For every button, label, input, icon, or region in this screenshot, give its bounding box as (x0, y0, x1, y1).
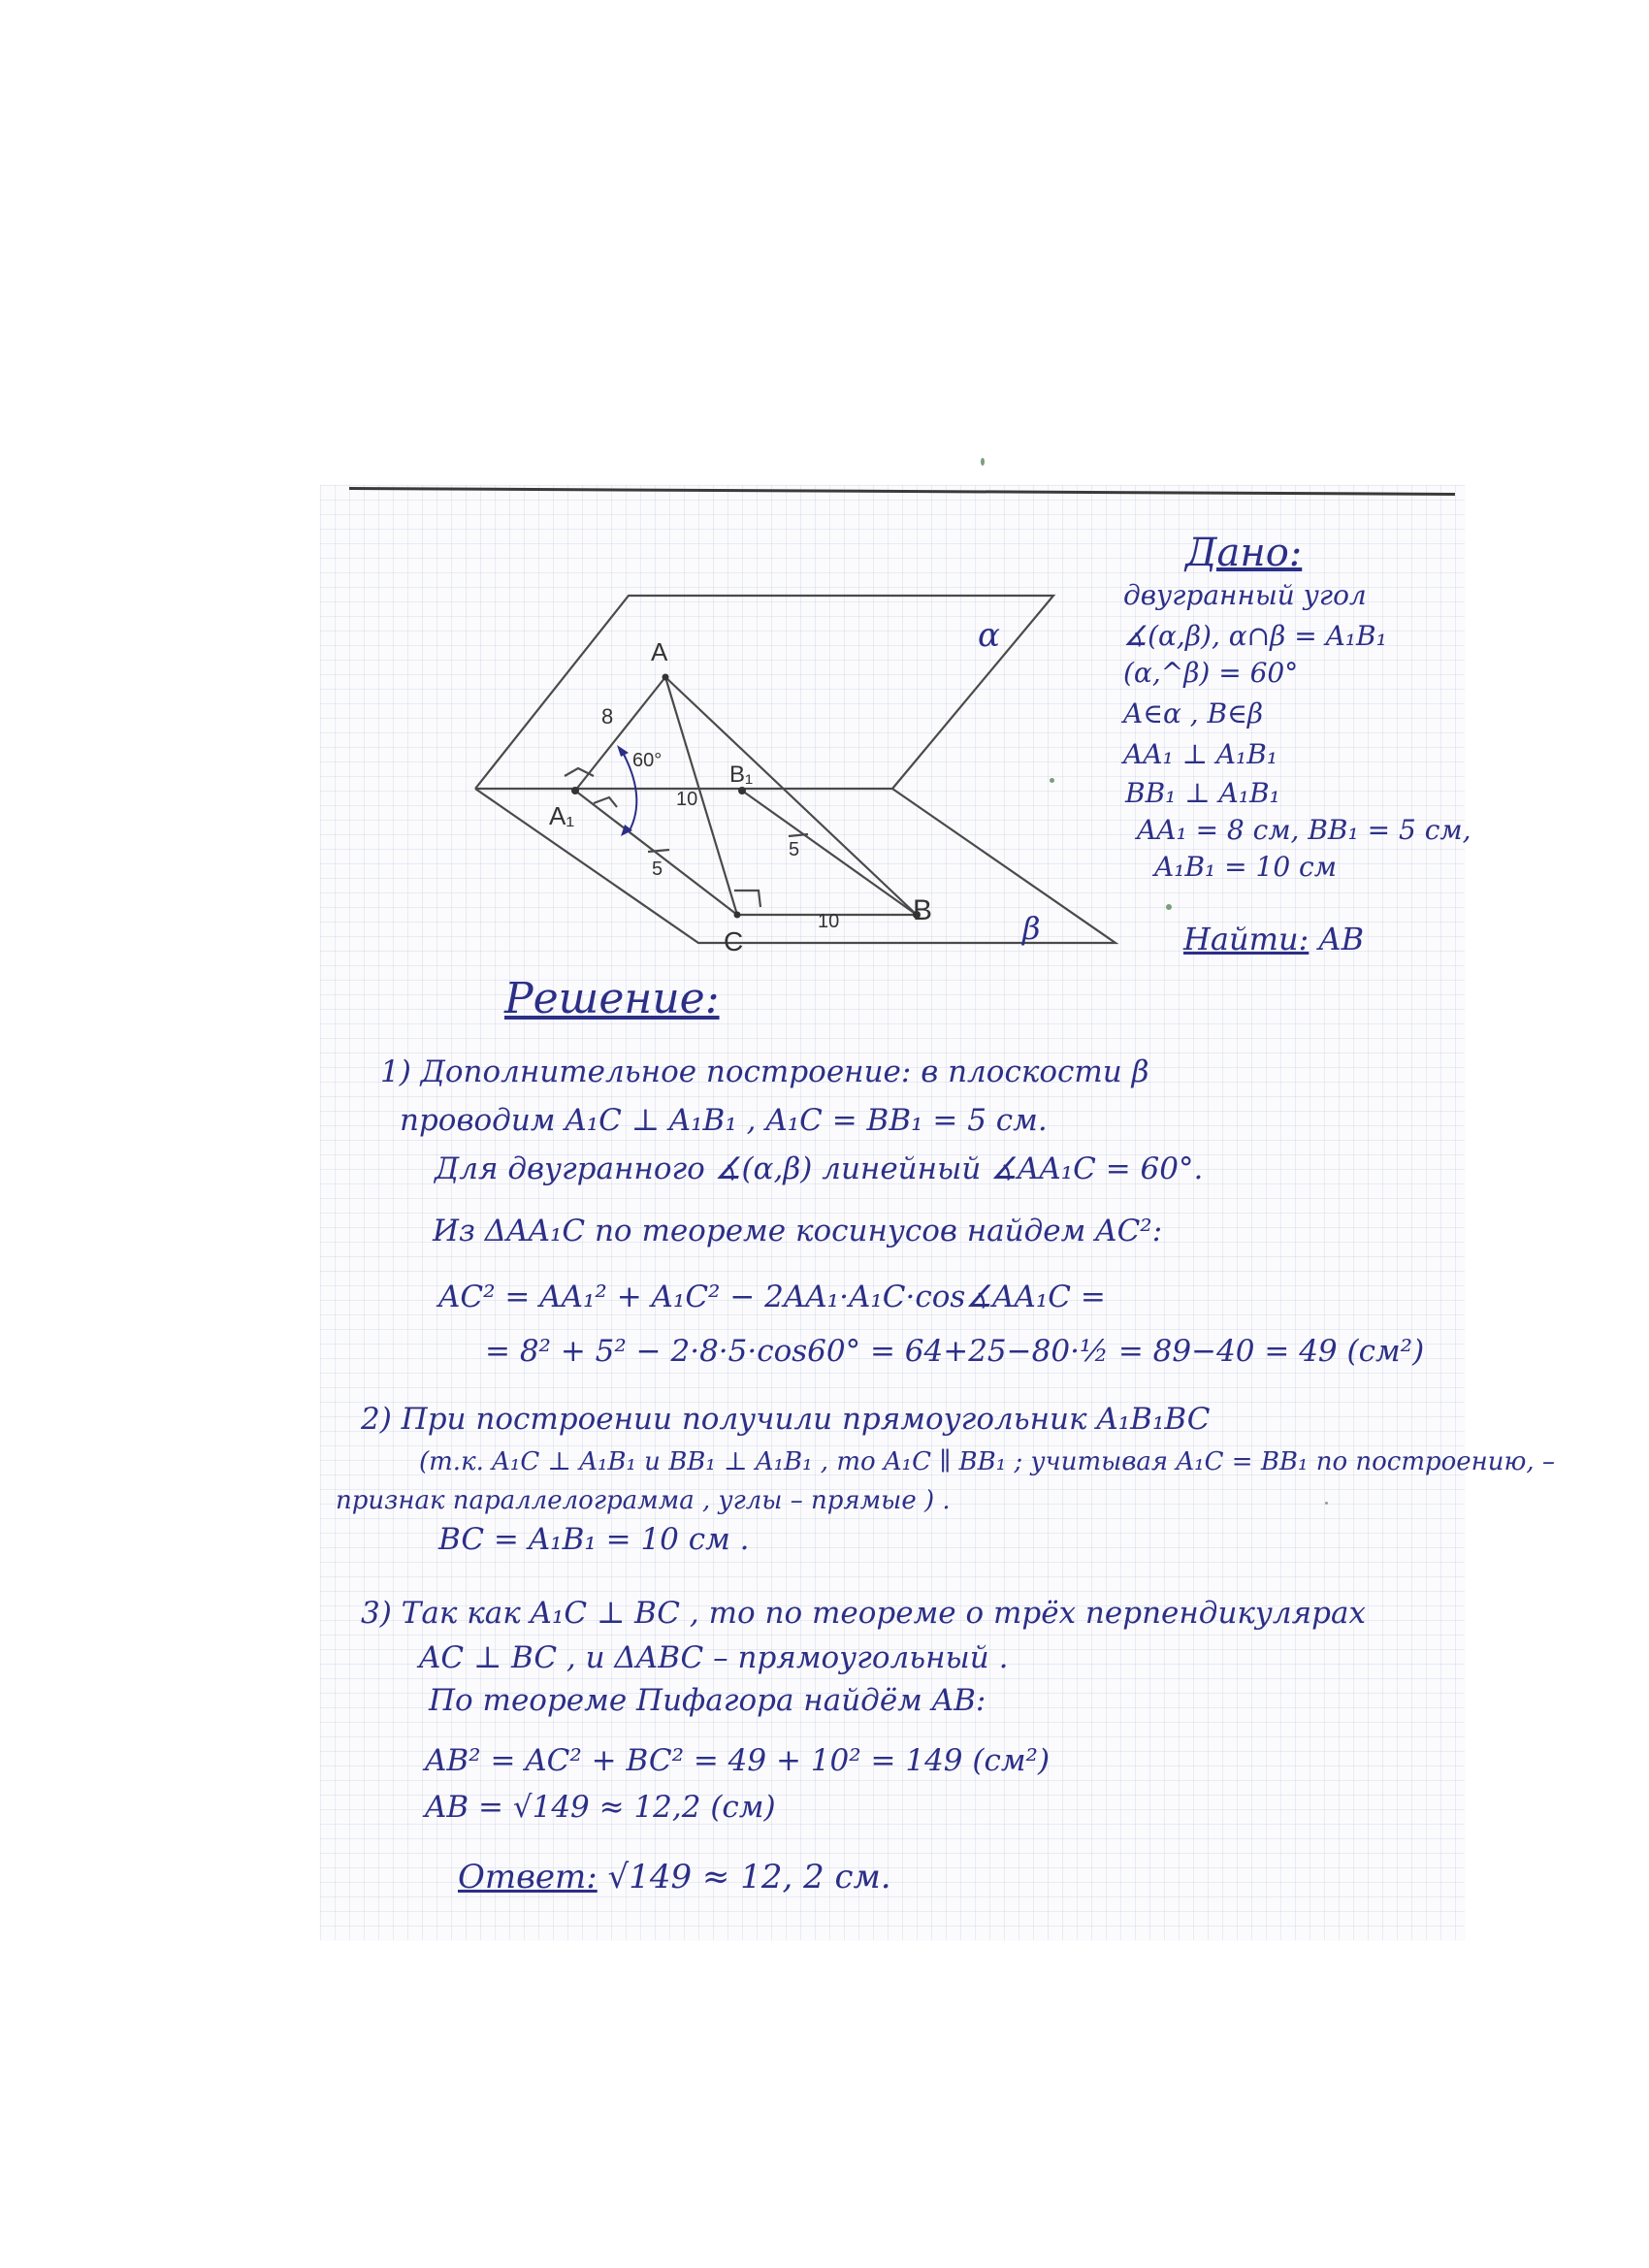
scan-speck (1325, 1502, 1328, 1505)
solution-line: признак параллелограмма , углы – прямые ) . (336, 1486, 951, 1515)
angle-arrow-top (617, 745, 629, 757)
solution-line: 2) При построении получили прямоугольник A₁B₁BC (361, 1402, 1211, 1437)
given-line: AA₁ = 8 см, BB₁ = 5 см, (1137, 814, 1471, 846)
label-length-cb: 10 (818, 911, 840, 932)
point-b1 (738, 787, 746, 794)
label-length-bb1: 5 (789, 839, 800, 860)
answer-value: √149 ≈ 12, 2 см. (607, 1858, 891, 1896)
label-length-a1b1: 10 (676, 789, 698, 810)
label-c: C (724, 926, 744, 956)
scan-speck (1050, 778, 1054, 783)
scan-speck (981, 458, 985, 466)
point-a (663, 674, 669, 681)
segment-ab (665, 677, 917, 915)
given-line: AA₁ ⊥ A₁B₁ (1123, 738, 1278, 770)
right-angle-mark-c (734, 891, 760, 907)
given-line: двугранный угол (1123, 579, 1367, 611)
solution-line: AC ⊥ BC , и ΔABC – прямоугольный . (419, 1640, 1009, 1675)
solution-line: 3) Так как A₁C ⊥ BC , то по теореме о трёх перпендикулярах (361, 1596, 1366, 1631)
solution-heading: Решение: (504, 974, 720, 1023)
point-a1 (571, 787, 579, 794)
find-value: AB (1318, 921, 1365, 957)
label-plane-alpha: α (978, 616, 1000, 655)
given-line: (α,^β) = 60° (1123, 657, 1299, 689)
solution-line: = 8² + 5² − 2·8·5·cos60° = 64+25−80·½ = 89−40 = 49 (см²) (485, 1334, 1425, 1369)
given-line: ∡(α,β), α∩β = A₁B₁ (1123, 620, 1387, 652)
solution-line: BC = A₁B₁ = 10 см . (438, 1522, 750, 1557)
given-line: A∈α , B∈β (1123, 697, 1264, 729)
label-length-a1c: 5 (652, 859, 663, 880)
point-c (734, 912, 741, 919)
solution-line: По теореме Пифагора найдём AB: (429, 1683, 986, 1718)
segment-a1c (575, 791, 737, 915)
label-a1: A₁ (549, 801, 575, 830)
solution-line: AB = √149 ≈ 12,2 (см) (425, 1790, 776, 1825)
answer-line (458, 1858, 891, 1896)
label-plane-beta: β (1022, 910, 1041, 947)
solution-line: Из ΔAA₁C по теореме косинусов найдем AC²: (433, 1214, 1163, 1248)
plane-alpha-outline (475, 596, 1053, 789)
label-a: A (651, 637, 668, 666)
solution-line: AB² = AC² + BC² = 49 + 10² = 149 (см²) (425, 1743, 1051, 1778)
solution-line: проводим A₁C ⊥ A₁B₁ , A₁C = BB₁ = 5 см. (400, 1103, 1048, 1138)
given-line: BB₁ ⊥ A₁B₁ (1125, 777, 1280, 809)
label-b: B (913, 894, 933, 926)
given-line: A₁B₁ = 10 см (1154, 851, 1337, 883)
solution-line: Для двугранного ∡(α,β) линейный ∡AA₁C = 60°. (435, 1151, 1204, 1186)
answer-label: Ответ: (458, 1858, 598, 1896)
label-angle-60: 60° (632, 750, 663, 771)
scan-speck (1166, 904, 1172, 910)
solution-line: AC² = AA₁² + A₁C² − 2AA₁·A₁C·cos∡AA₁C = (438, 1280, 1106, 1314)
solution-line: (т.к. A₁C ⊥ A₁B₁ и BB₁ ⊥ A₁B₁ , то A₁C ∥ BB₁ ; учитывая A₁C = BB₁ по построению, – (419, 1447, 1555, 1476)
right-angle-mark-a1-beta (594, 797, 617, 807)
label-b1: B₁ (729, 761, 754, 788)
segment-bb1 (742, 791, 917, 915)
label-length-aa1: 8 (601, 704, 614, 729)
given-heading: Дано: (1185, 531, 1303, 575)
find-line (1183, 923, 1364, 955)
solution-line: 1) Дополнительное построение: в плоскости β (380, 1054, 1149, 1089)
find-label: Найти: (1183, 921, 1310, 957)
